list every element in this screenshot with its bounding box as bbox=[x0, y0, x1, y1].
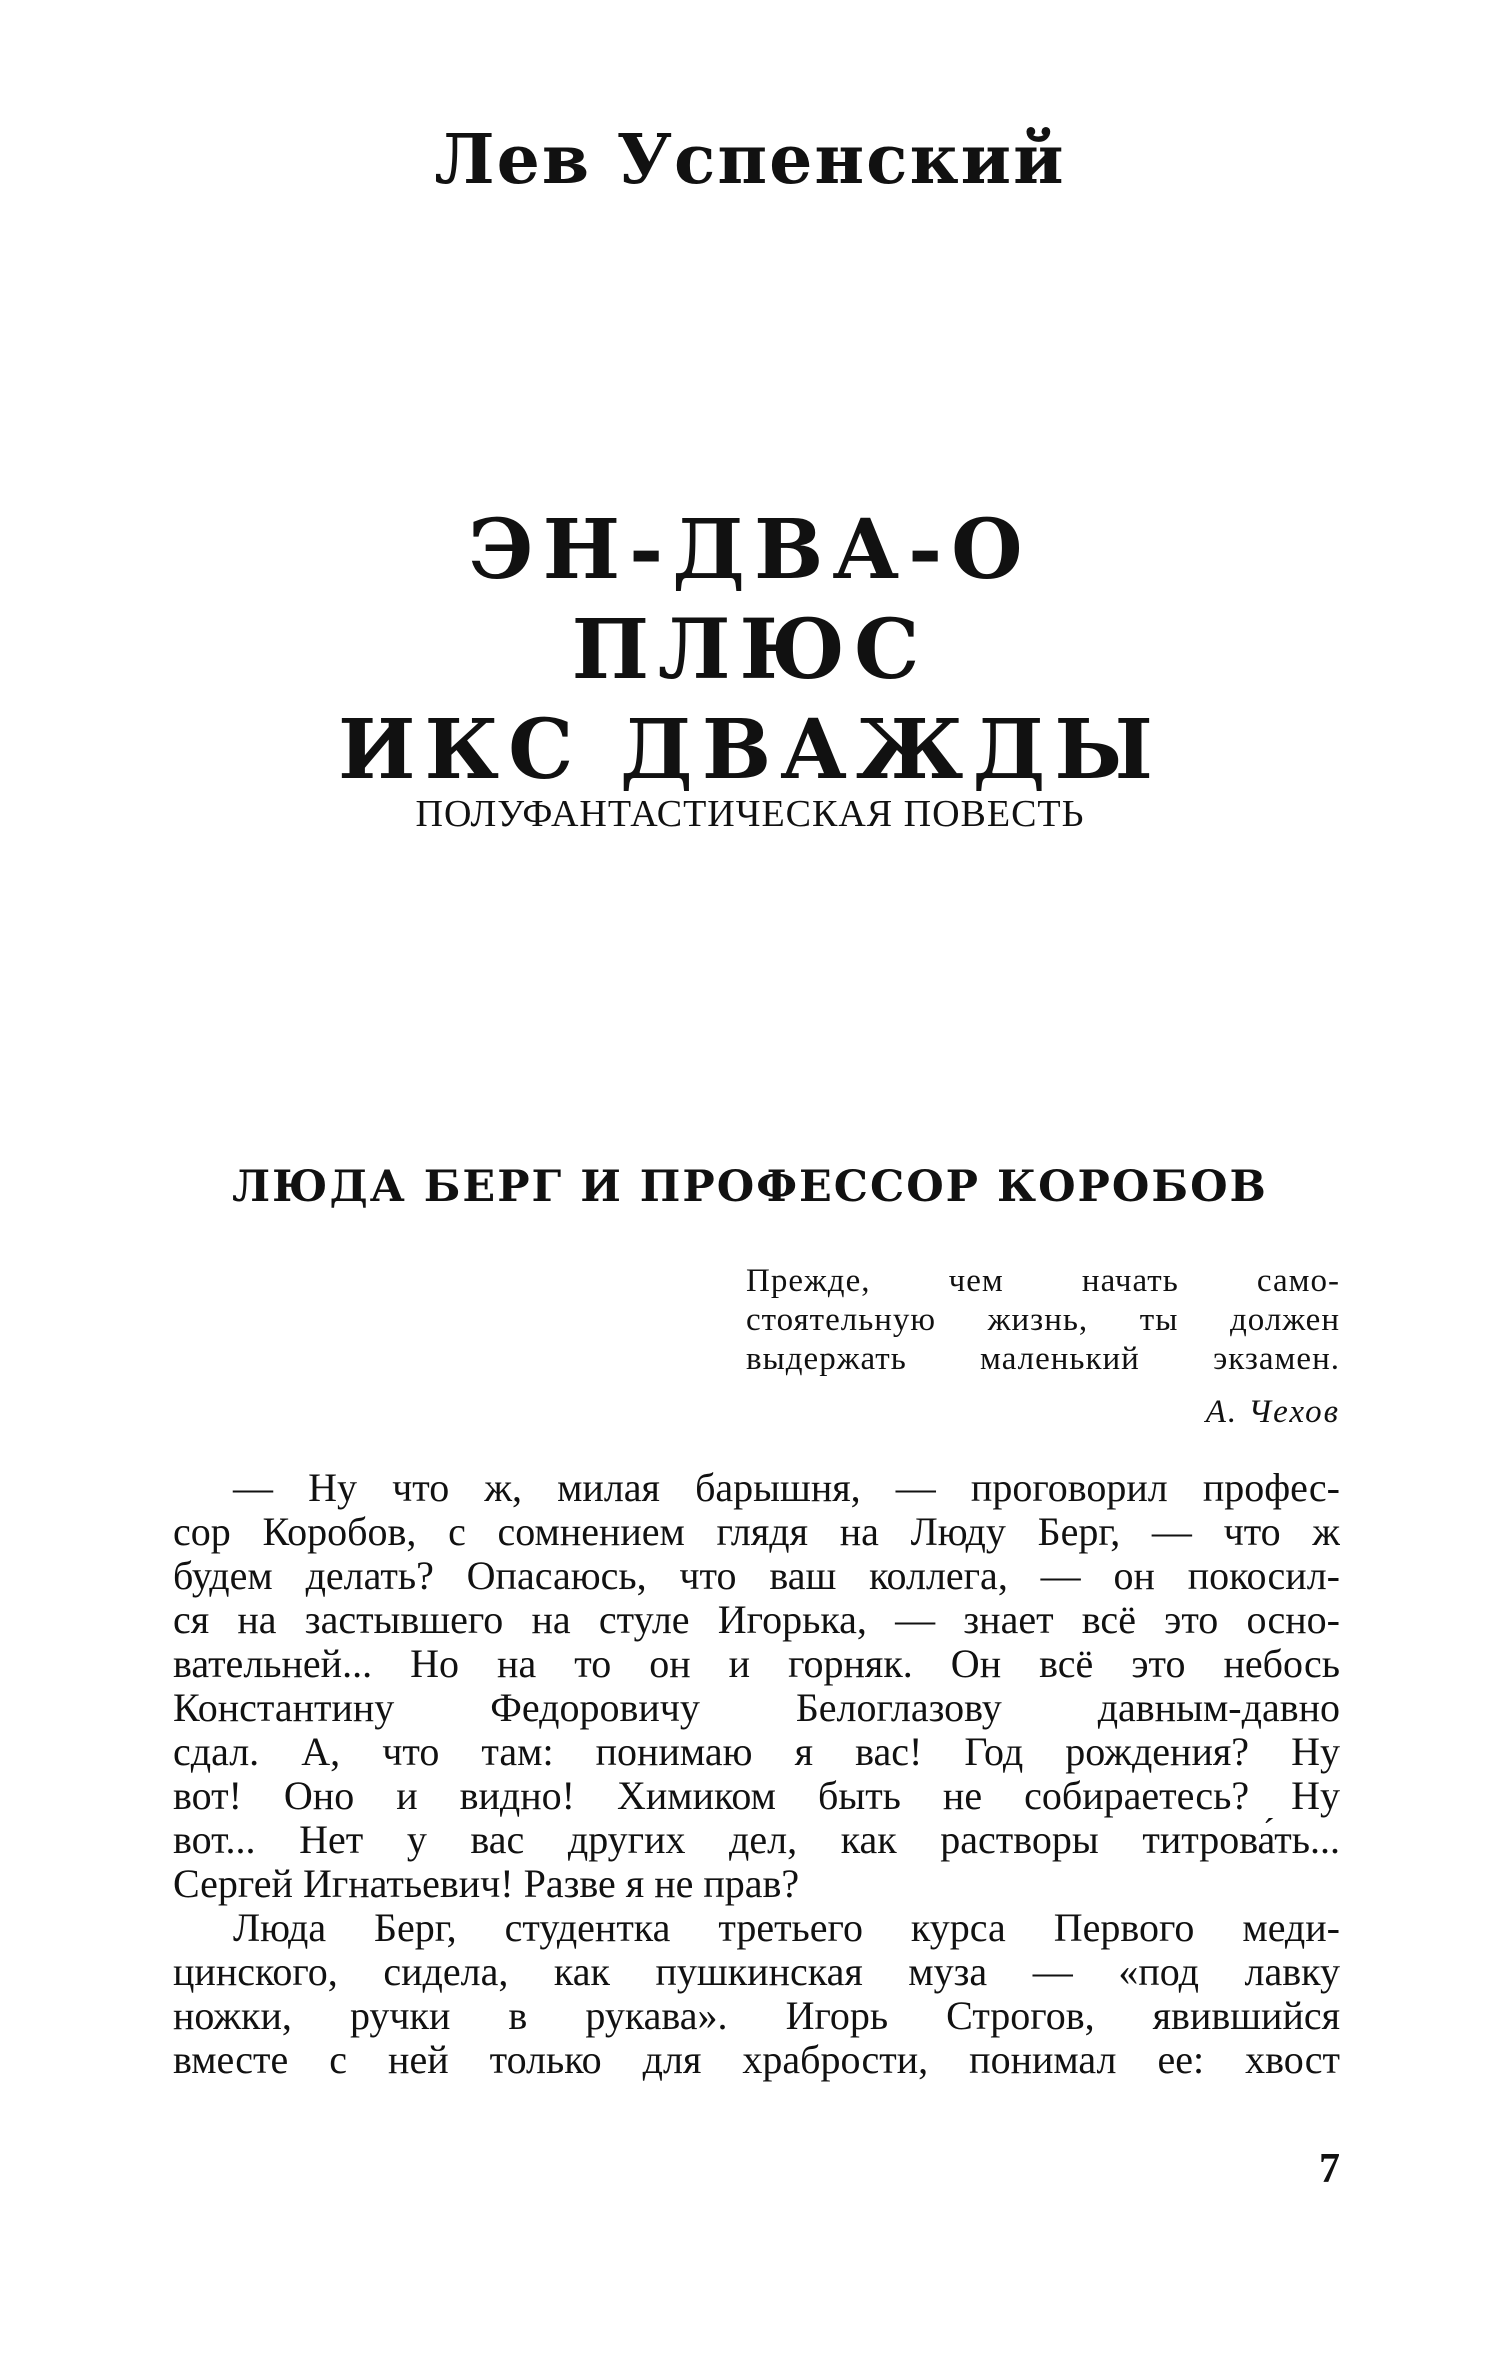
epigraph-line: выдержать маленький экзамен. bbox=[746, 1341, 1340, 1377]
body-line: — Ну что ж, милая барышня, — проговорил профес- bbox=[233, 1466, 1340, 1510]
title-line-2: ПЛЮС bbox=[571, 602, 929, 698]
epigraph-line: Прежде, чем начать само- bbox=[746, 1263, 1340, 1299]
epigraph bbox=[746, 1262, 1340, 1432]
body-line: ножки, ручки в рукава». Игорь Строгов, явившийся bbox=[173, 1994, 1340, 2038]
body-line: Константину Федоровичу Белоглазову давным-давно bbox=[173, 1686, 1340, 1730]
title-line-1: ЭН-ДВА-О bbox=[468, 502, 1032, 598]
epigraph-author: А. Чехов bbox=[1205, 1394, 1340, 1430]
body-line: вот! Оно и видно! Химиком быть не собираетесь? Ну bbox=[173, 1774, 1340, 1818]
body-line: будем делать? Опасаюсь, что ваш коллега, — он покосил- bbox=[173, 1554, 1340, 1598]
epigraph-line: стоятельную жизнь, ты должен bbox=[746, 1302, 1340, 1338]
body-line: Люда Берг, студентка третьего курса Первого меди- bbox=[233, 1906, 1340, 1950]
body-line: вместе с ней только для храбрости, понимал ее: хвост bbox=[173, 2038, 1340, 2082]
author-name: Лев Успенский bbox=[434, 120, 1066, 200]
body-line: сор Коробов, с сомнением глядя на Люду Берг, — что ж bbox=[173, 1510, 1340, 1554]
body-line: вательней... Но на то он и горняк. Он всё это небось bbox=[173, 1642, 1340, 1686]
book-title bbox=[0, 500, 1500, 800]
body-line: вот... Нет у вас других дел, как растворы титрова́ть... bbox=[173, 1818, 1340, 1862]
book-subtitle: ПОЛУФАНТАСТИЧЕСКАЯ ПОВЕСТЬ bbox=[415, 793, 1085, 835]
title-line-3: ИКС ДВАЖДЫ bbox=[338, 702, 1162, 798]
body-line: ся на застывшего на стуле Игорька, — знает всё это осно- bbox=[173, 1598, 1340, 1642]
chapter-title: ЛЮДА БЕРГ И ПРОФЕССОР КОРОБОВ bbox=[232, 1162, 1268, 1212]
body-line: Сергей Игнатьевич! Разве я не прав? bbox=[173, 1862, 800, 1906]
body-line: цинского, сидела, как пушкинская муза — «под лавку bbox=[173, 1950, 1340, 1994]
page-number: 7 bbox=[1319, 2146, 1340, 2192]
body-line: сдал. А, что там: понимаю я вас! Год рождения? Ну bbox=[173, 1730, 1340, 1774]
body-text bbox=[173, 1466, 1340, 2082]
